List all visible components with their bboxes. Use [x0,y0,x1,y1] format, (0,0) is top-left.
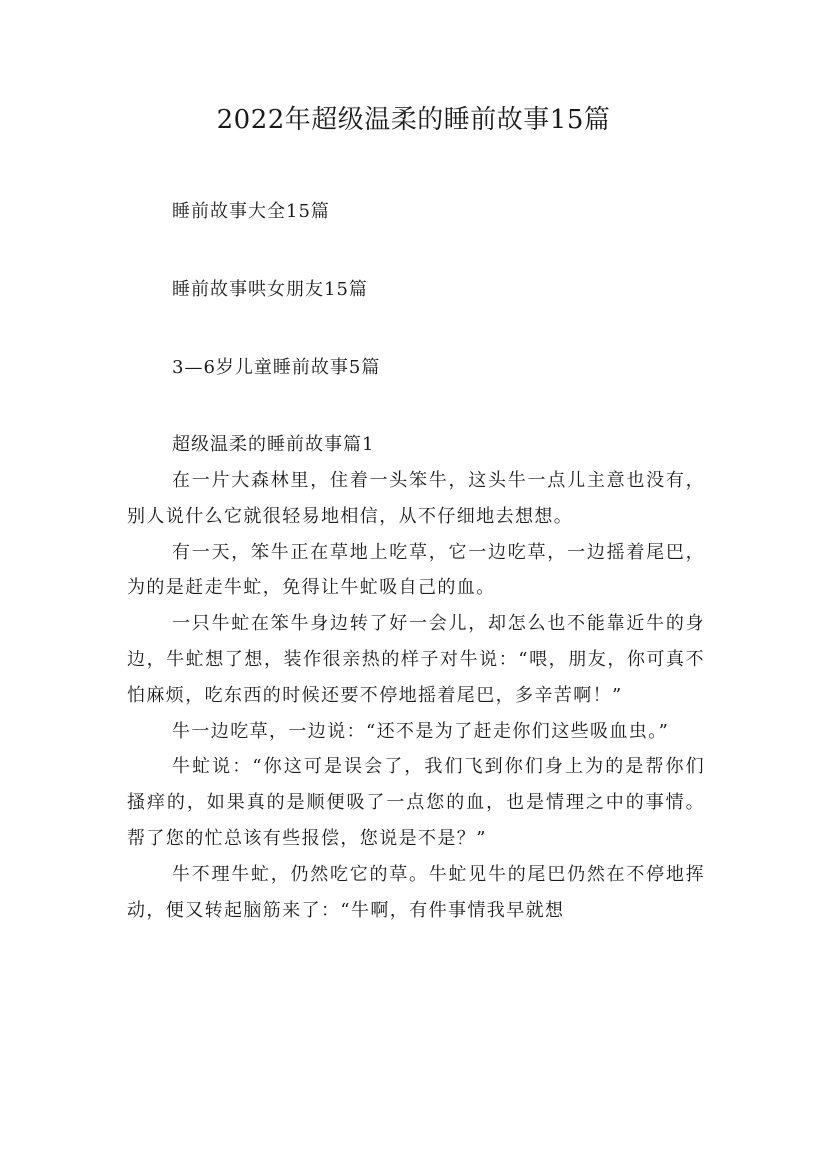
toc-item: 3—6岁儿童睡前故事5篇 [172,357,381,378]
toc-item: 睡前故事大全15篇 [172,201,330,222]
story-paragraph: 牛虻说：“你这可是误会了，我们飞到你们身上为的是帮你们搔痒的，如果真的是顺便吸了一点您的血，也是情理之中的事情。帮了您的忙总该有些报偿，您说是不是？” [127,756,705,849]
story-paragraph: 在一片大森林里，住着一头笨牛，这头牛一点儿主意也没有，别人说什么它就很轻易地相信，从不仔细地去想想。 [127,470,705,527]
document-title: 2022年超级温柔的睡前故事15篇 [216,105,611,135]
story-paragraph: 牛一边吃草，一边说：“还不是为了赶走你们这些吸血虫。” [172,720,670,742]
section-heading: 超级温柔的睡前故事篇1 [172,434,375,455]
story-paragraph: 有一天，笨牛正在草地上吃草，它一边吃草，一边摇着尾巴，为的是赶走牛虻，免得让牛虻吸自己的血。 [127,541,705,599]
story-body [127,463,705,928]
toc-item: 睡前故事哄女朋友15篇 [172,279,368,300]
story-paragraph: 一只牛虻在笨牛身边转了好一会儿，却怎么也不能靠近牛的身边，牛虻想了想，装作很亲热的样子对牛说：“喂，朋友，你可真不怕麻烦，吃东西的时候还要不停地摇着尾巴，多辛苦啊！” [127,613,705,706]
story-paragraph: 牛不理牛虻，仍然吃它的草。牛虻见牛的尾巴仍然在不停地挥动，便又转起脑筋来了：“牛啊，有件事情我早就想 [127,863,705,921]
